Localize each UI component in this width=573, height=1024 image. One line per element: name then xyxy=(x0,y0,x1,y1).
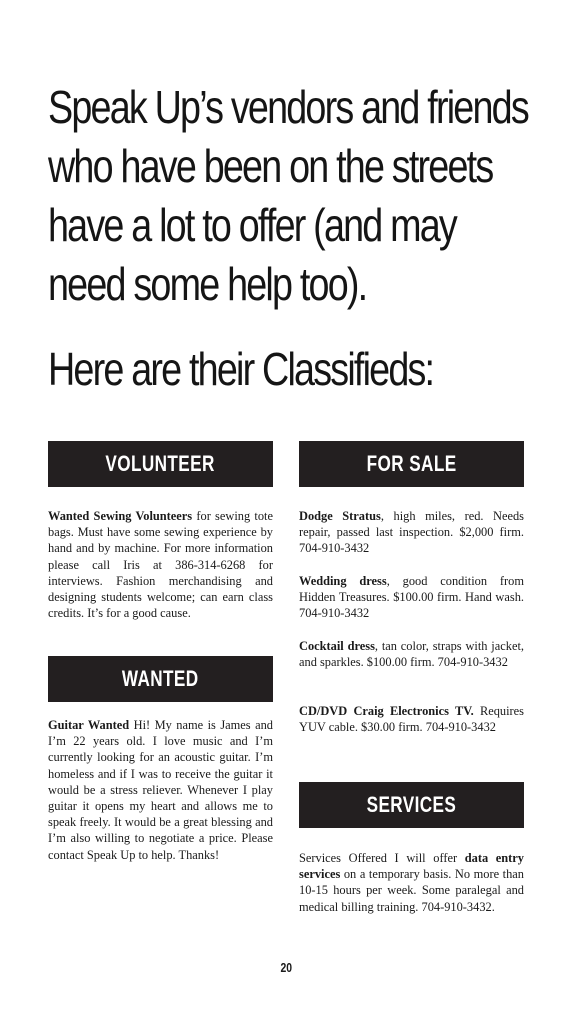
section-title-wanted: WANTED xyxy=(122,666,199,691)
ad-craig-tv xyxy=(299,703,524,735)
ad-dodge-stratus xyxy=(299,508,524,557)
page-number xyxy=(0,960,573,975)
ad-body: , high miles, red. Needs repair, passed last inspection. $2,000 firm. 704-910-3432 xyxy=(299,509,524,556)
ad-wedding-dress xyxy=(299,573,524,622)
section-title-for-sale: FOR SALE xyxy=(366,451,457,476)
section-header-for-sale xyxy=(299,441,524,487)
page-number-text: 20 xyxy=(280,960,293,975)
section-title-services: SERVICES xyxy=(366,792,457,817)
ad-body: Hi! My name is James and I’m 22 years old. I love music and I’m currently looking for an acoustic guitar. I’m homeless and if I was to receive the guitar it would be a stress reliever. Whenever I play guitar it opens my heart and allows me to speak freely. It would be a great blessing and I’m also willing to negotiate a price. Please contact Speak Up to help. Thanks! xyxy=(48,718,273,862)
ad-lead: CD/DVD Craig Electronics TV. xyxy=(299,704,474,718)
section-title-volunteer: VOLUNTEER xyxy=(105,451,216,476)
ad-sewing-volunteers xyxy=(48,508,273,621)
ad-lead: data entry services xyxy=(299,851,524,882)
ad-body: on a temporary basis. No more than 10-15 hours per week. Some paralegal and medical billing training. 704-910-3432. xyxy=(299,867,524,914)
ad-body: , tan color, straps with jacket, and sparkles. $100.00 firm. 704-910-3432 xyxy=(299,639,524,670)
ad-lead: Guitar Wanted xyxy=(48,718,130,732)
section-header-volunteer xyxy=(48,441,273,487)
ad-body: , good condition from Hidden Treasures. $100.00 firm. Hand wash. 704-910-3432 xyxy=(299,574,524,621)
ad-lead: Wanted Sewing Volunteers xyxy=(48,509,193,523)
ad-lead: Cocktail dress xyxy=(299,639,375,653)
ad-pre: Services Offered I will offer xyxy=(299,851,465,865)
section-header-services xyxy=(299,782,524,828)
ad-data-entry-services xyxy=(299,850,524,915)
ad-guitar-wanted xyxy=(48,717,273,863)
ad-cocktail-dress xyxy=(299,638,524,670)
ad-lead: Dodge Stratus xyxy=(299,509,381,523)
ad-lead: Wedding dress xyxy=(299,574,387,588)
classifieds-heading: Here are their Classifieds: xyxy=(48,343,434,395)
headline: Speak Up’s vendors and friends who have been on the streets have a lot to offer (and may need some help too). xyxy=(48,81,528,310)
section-header-wanted xyxy=(48,656,273,702)
ad-body: Requires YUV cable. $30.00 firm. 704-910-3432 xyxy=(299,704,524,735)
ad-body: for sewing tote bags. Must have some sewing experience by hand and by machine. For more information please call Iris at 386-314-6268 for interviews. Fashion merchandising and designing students welcome; can earn class credits. It’s for a good cause. xyxy=(48,509,273,621)
